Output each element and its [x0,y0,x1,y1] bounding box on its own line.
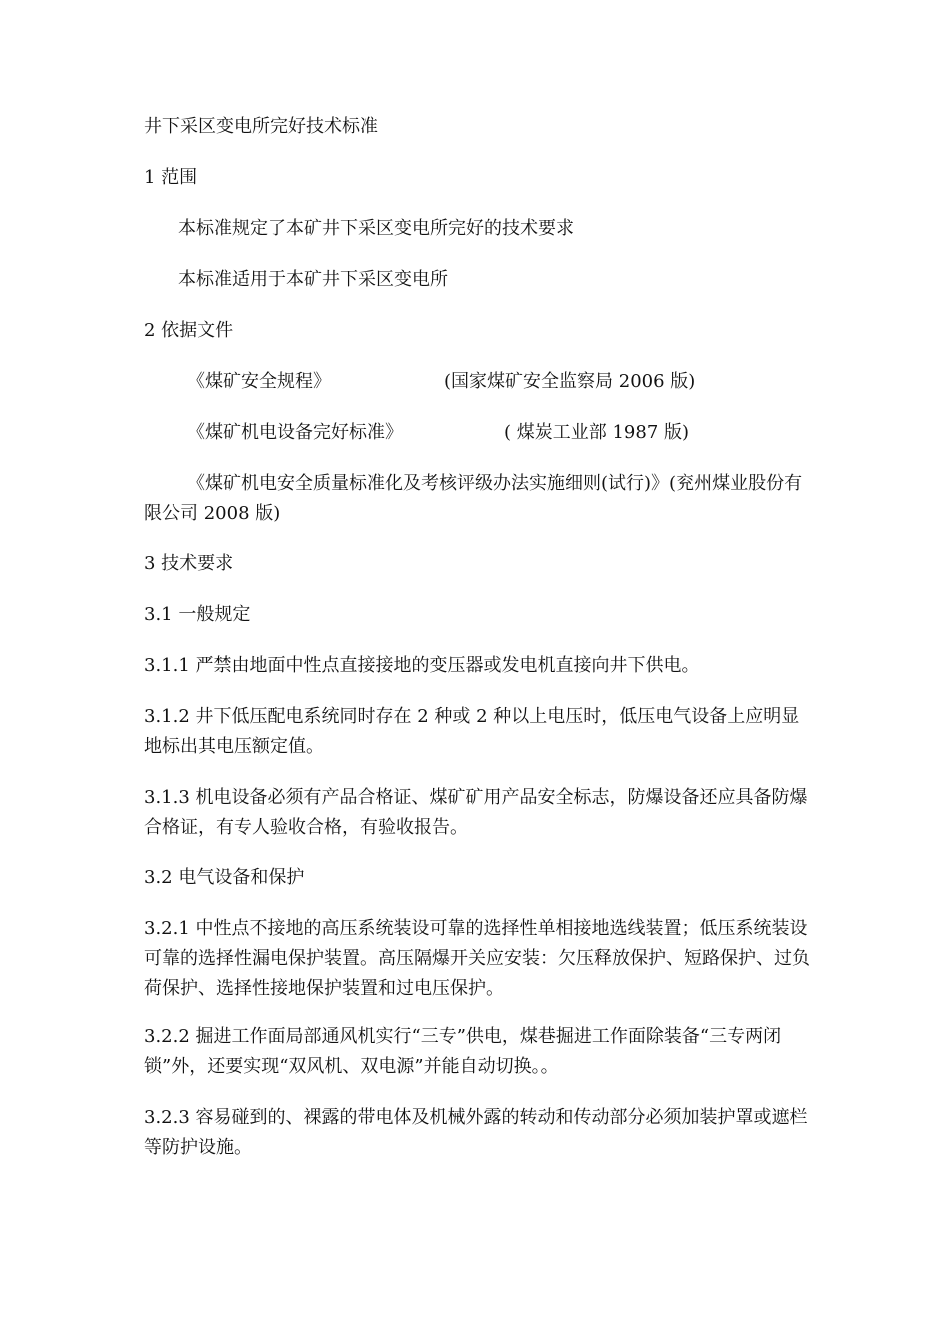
subsection-3-2-heading: 3.2 电气设备和保护 [144,867,305,888]
reference-name: 《煤矿机电设备完好标准》 [187,422,403,443]
clause-3-1-1: 3.1.1 严禁由地面中性点直接接地的变压器或发电机直接向井下供电。 [144,655,700,676]
document-title: 井下采区变电所完好技术标准 [144,116,378,137]
reference-item [187,418,814,448]
reference-name: 《煤矿安全规程》 [187,371,331,392]
section-2-heading: 2 依据文件 [144,320,234,341]
reference-item-long: 《煤矿机电安全质量标准化及考核评级办法实施细则(试行)》(兖州煤业股份有限公司 2008 版) [144,473,803,524]
clause-3-2-1: 3.2.1 中性点不接地的高压系统装设可靠的选择性单相接地选线装置；低压系统装设可靠的选择性漏电保护装置。高压隔爆开关应安装：欠压释放保护、短路保护、过负荷保护、选择性接地保护装置和过电压保护。 [144,918,810,999]
clause-3-2-3: 3.2.3 容易碰到的、裸露的带电体及机械外露的转动和传动部分必须加装护罩或遮栏等防护设施。 [144,1107,808,1158]
reference-source: ( 煤炭工业部 1987 版) [504,422,690,443]
clause-3-2-2: 3.2.2 掘进工作面局部通风机实行“三专”供电，煤巷掘进工作面除装备“三专两闭锁”外，还要实现“双风机、双电源”并能自动切换。。 [144,1026,782,1077]
section-1-heading: 1 范围 [144,167,198,188]
reference-item [187,367,814,397]
section-1-paragraph-applicability: 本标准适用于本矿井下采区变电所 [178,269,448,290]
clause-3-1-3: 3.1.3 机电设备必须有产品合格证、煤矿矿用产品安全标志，防爆设备还应具备防爆合格证，有专人验收合格，有验收报告。 [144,787,808,838]
reference-source: (国家煤矿安全监察局 2006 版) [444,371,696,392]
clause-3-1-2: 3.1.2 井下低压配电系统同时存在 2 种或 2 种以上电压时，低压电气设备上应明显地标出其电压额定值。 [144,706,800,757]
subsection-3-1-heading: 3.1 一般规定 [144,604,251,625]
section-1-paragraph-scope: 本标准规定了本矿井下采区变电所完好的技术要求 [178,218,574,239]
section-3-heading: 3 技术要求 [144,553,234,574]
